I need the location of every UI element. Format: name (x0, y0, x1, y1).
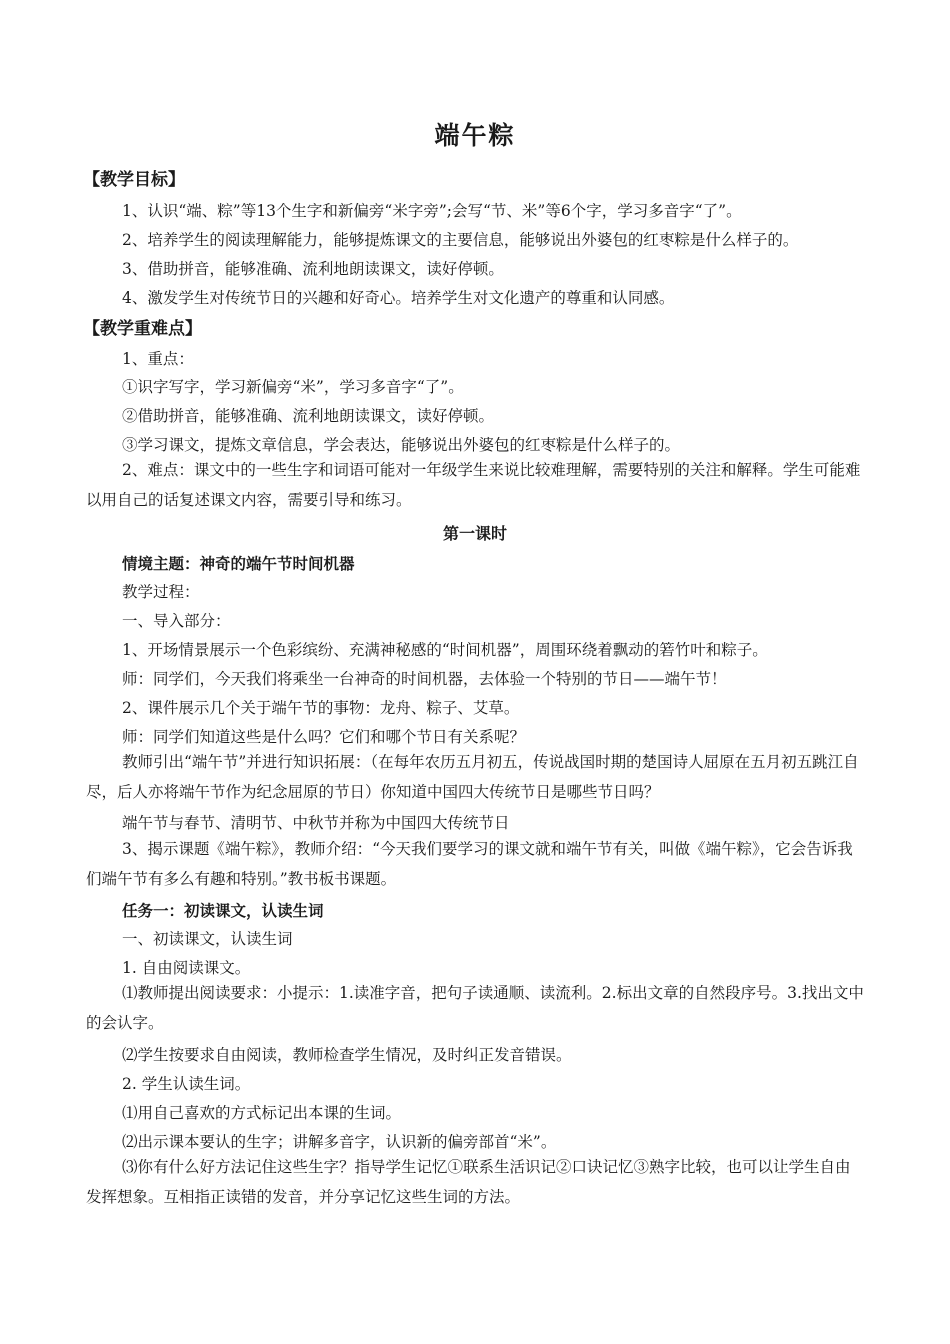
goal-item: 2、培养学生的阅读理解能力，能够提炼课文的主要信息，能够说出外婆包的红枣粽是什么样子的。 (122, 231, 799, 249)
page-title: 端午粽 (434, 121, 516, 150)
read-substep: ⑴教师提出阅读要求：小提示：1.读准字音，把句子读通顺、读流利。2.标出文章的自然段序号。3.找出文中的会认字。 (86, 984, 864, 1032)
intro-step: 3、揭示课题《端午粽》，教师介绍：“今天我们要学习的课文就和端午节有关，叫做《端午粽》，它会告诉我们端午节有多么有趣和特别。”教书板书课题。 (86, 840, 853, 888)
difficulty-paragraph: 2、难点：课文中的一些生字和词语可能对一年级学生来说比较难理解，需要特别的关注和解释。学生可能难以用自己的话复述课文内容，需要引导和练习。 (86, 461, 861, 509)
task-heading: 任务一：初读课文，认读生词 (122, 902, 324, 920)
read-substep: ⑵学生按要求自由阅读，教师检查学生情况，及时纠正发音错误。 (122, 1046, 572, 1064)
goals-heading: 【教学目标】 (83, 170, 185, 190)
focus-item: ③学习课文，提炼文章信息，学会表达，能够说出外婆包的红枣粽是什么样子的。 (122, 436, 681, 454)
focus-item: ②借助拼音，能够准确、流利地朗读课文，读好停顿。 (122, 407, 495, 425)
read-substep: ⑶你有什么好方法记住这些生字？指导学生记忆①联系生活识记②口诀记忆③熟字比较，也可以让学生自由发挥想象。互相指正读错的发音，并分享记忆这些生词的方法。 (86, 1158, 851, 1206)
goal-item: 3、借助拼音，能够准确、流利地朗读课文，读好停顿。 (122, 260, 504, 278)
intro-step: 2、课件展示几个关于端午节的事物：龙舟、粽子、艾草。 (122, 699, 520, 717)
focus-label: 1、重点： (122, 350, 194, 368)
lesson-heading: 第一课时 (442, 524, 507, 543)
read-step: 2. 学生认读生词。 (122, 1075, 251, 1093)
teacher-line: 师：同学们知道这些是什么吗？它们和哪个节日有关系呢？ (122, 728, 526, 746)
goal-item: 4、激发学生对传统节日的兴趣和好奇心。培养学生对文化遗产的尊重和认同感。 (122, 289, 675, 307)
intro-label: 一、导入部分： (122, 612, 231, 630)
focus-item: ①识字写字，学习新偏旁“米”，学习多音字“了”。 (122, 378, 464, 396)
keypoints-heading: 【教学重难点】 (83, 319, 202, 339)
task-subheading: 一、初读课文，认读生词 (122, 930, 293, 948)
teacher-line: 师：同学们，今天我们将乘坐一台神奇的时间机器，去体验一个特别的节日——端午节！ (122, 670, 727, 688)
read-step: 1. 自由阅读课文。 (122, 959, 251, 977)
read-substep: ⑵出示课本要认的生字；讲解多音字，认识新的偏旁部首“米”。 (122, 1133, 557, 1151)
intro-step: 1、开场情景展示一个色彩缤纷、充满神秘感的“时间机器”，周围环绕着飘动的箬竹叶和粽子。 (122, 641, 768, 659)
extend-paragraph: 教师引出“端午节”并进行知识拓展：（在每年农历五月初五，传说战国时期的楚国诗人屈原在五月初五跳江自尽，后人亦将端午节作为纪念屈原的节日）你知道中国四大传统节日是哪些节日吗？ (86, 753, 859, 801)
theme-heading: 情境主题：神奇的端午节时间机器 (122, 555, 355, 573)
process-label: 教学过程： (122, 583, 200, 601)
festivals-line: 端午节与春节、清明节、中秋节并称为中国四大传统节日 (122, 814, 510, 832)
goal-item: 1、认识“端、粽”等13个生字和新偏旁“米字旁”;会写“节、米”等6个字，学习多音字“了”。 (122, 202, 742, 220)
read-substep: ⑴用自己喜欢的方式标记出本课的生词。 (122, 1104, 402, 1122)
